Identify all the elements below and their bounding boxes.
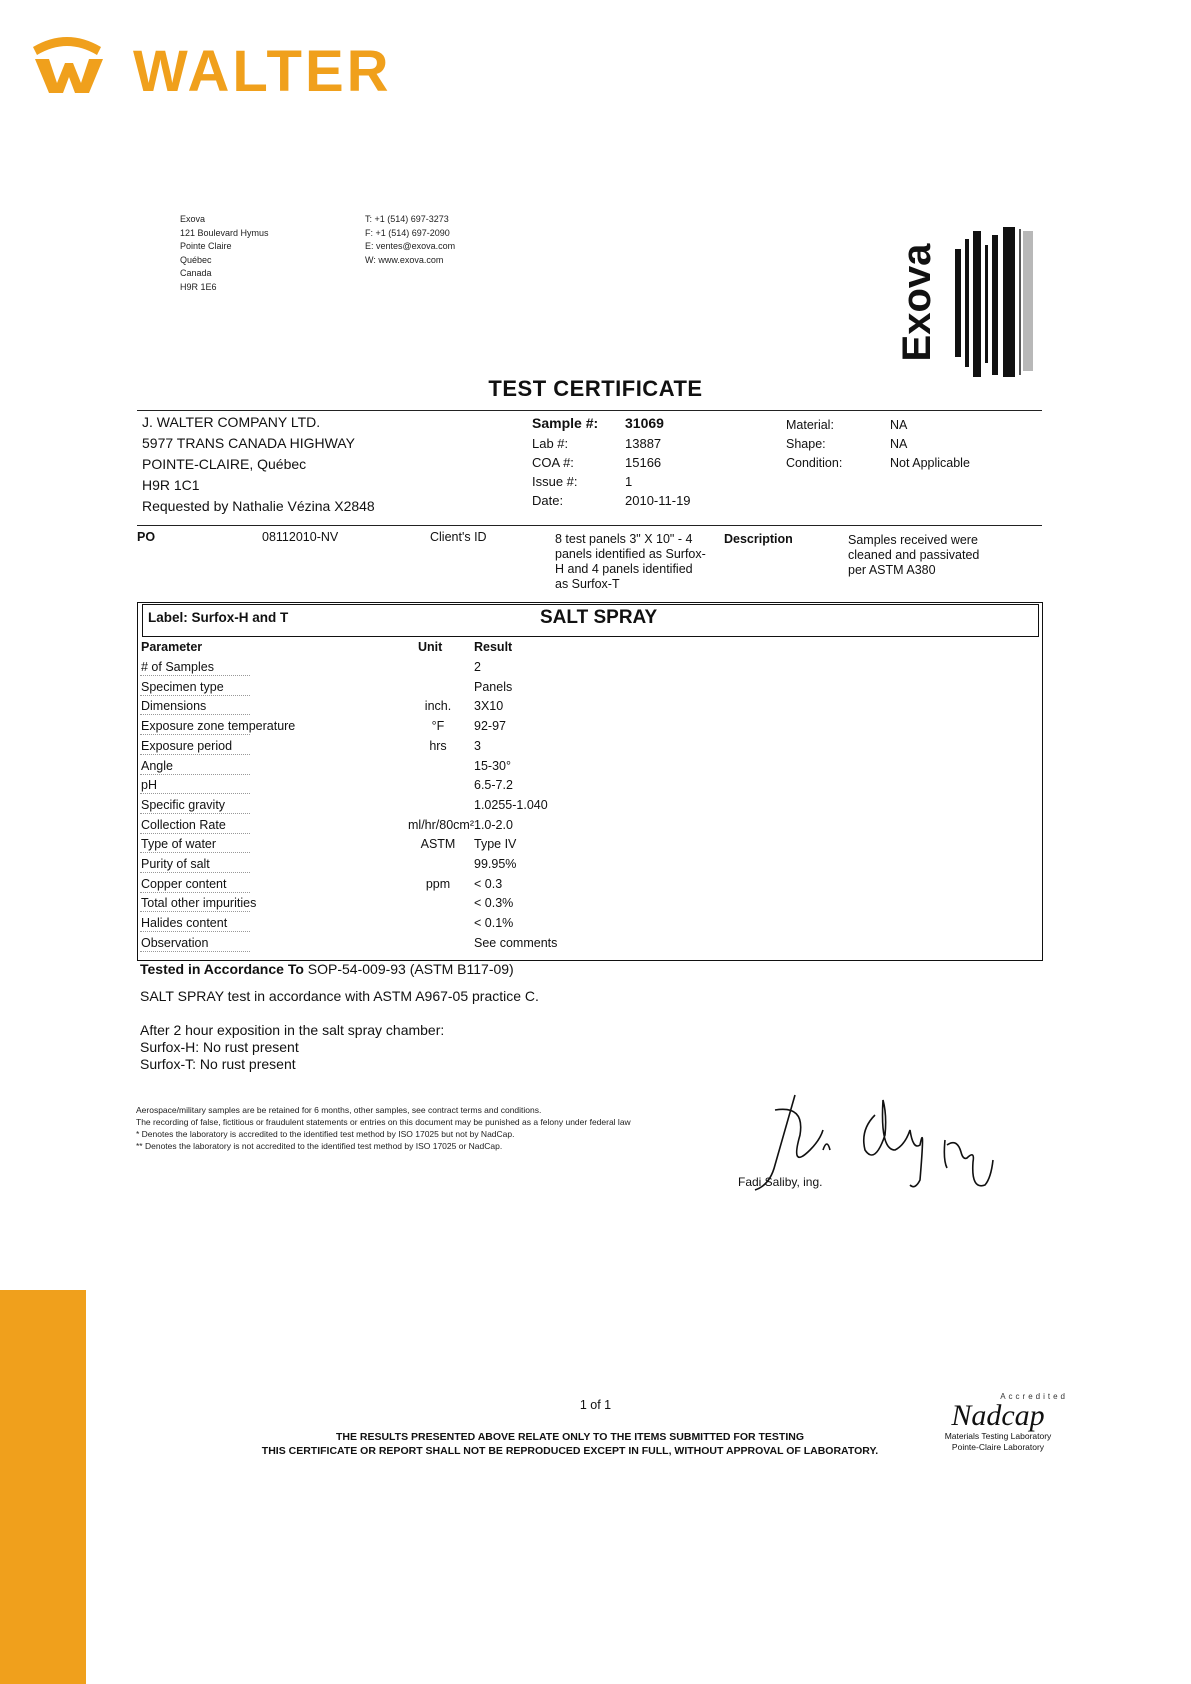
- table-row: [140, 894, 1045, 914]
- accordance-value: SOP-54-009-93 (ASTM B117-09): [307, 961, 514, 977]
- param-unit: ppm: [425, 876, 451, 891]
- lab-address-line: Exova: [180, 214, 206, 224]
- param-result: 6.5-7.2: [474, 778, 513, 793]
- param-name: Specimen type: [141, 679, 224, 694]
- client-name: J. WALTER COMPANY LTD.: [142, 414, 321, 430]
- walter-logo-mark: [27, 33, 107, 98]
- client-postal: H9R 1C1: [142, 477, 200, 493]
- param-result: 1.0-2.0: [474, 817, 513, 832]
- client-id-line: H and 4 panels identified: [555, 562, 693, 576]
- param-result: < 0.3%: [474, 896, 514, 911]
- param-result: 99.95%: [474, 857, 517, 871]
- table-row: [140, 757, 1045, 777]
- row-underline: [140, 911, 250, 912]
- column-header-result: Result: [474, 640, 513, 654]
- footer-statement: [210, 1430, 930, 1458]
- sample-number: 31069: [625, 415, 664, 431]
- lab-email: E: ventes@exova.com: [365, 241, 456, 251]
- param-name: Observation: [141, 935, 209, 950]
- row-underline: [140, 852, 250, 853]
- material-value: NA: [890, 418, 908, 432]
- walter-logo-text: WALTER: [133, 39, 392, 104]
- table-row: [140, 678, 1045, 698]
- row-underline: [140, 714, 250, 715]
- lab-address: [180, 213, 269, 294]
- client-id-value: [555, 532, 706, 592]
- disclaimer-line: Aerospace/military samples are be retained for 6 months, other samples, see contract terms and conditions.: [136, 1105, 542, 1115]
- shape-value: NA: [890, 437, 908, 451]
- param-result: 3: [474, 738, 481, 753]
- param-result: Type IV: [474, 837, 517, 852]
- shape-label: Shape:: [786, 437, 826, 451]
- client-street: 5977 TRANS CANADA HIGHWAY: [142, 435, 355, 451]
- sample-values: [625, 413, 691, 510]
- body-line: SALT SPRAY test in accordance with ASTM A967-05 practice C.: [140, 988, 539, 1004]
- lab-website: W: www.exova.com: [365, 254, 444, 265]
- requested-by: Requested by Nathalie Vézina X2848: [142, 498, 375, 514]
- column-header-unit: Unit: [418, 640, 443, 654]
- condition-label: Condition:: [786, 456, 843, 470]
- coa-label: COA #:: [532, 455, 574, 470]
- exova-logo-text: Exova: [895, 243, 939, 362]
- disclaimer-line: ** Denotes the laboratory is not accredited to the identified test method by ISO 17025 or NadCap.: [136, 1141, 503, 1151]
- row-underline: [140, 695, 250, 696]
- row-underline: [140, 734, 250, 735]
- exova-logo: [895, 235, 940, 370]
- sample-labels: [532, 413, 598, 510]
- accordance-line: [140, 961, 514, 977]
- client-id-line: as Surfox-T: [555, 577, 620, 591]
- divider: [137, 410, 1042, 411]
- client-city: POINTE-CLAIRE, Québec: [142, 456, 307, 472]
- row-underline: [140, 892, 250, 893]
- table-row: [140, 875, 1045, 895]
- param-name: Collection Rate: [141, 817, 226, 832]
- table-row: [140, 816, 1045, 836]
- param-name: Type of water: [141, 837, 217, 852]
- row-underline: [140, 793, 250, 794]
- description-line: cleaned and passivated: [848, 548, 980, 562]
- nadcap-logo: [928, 1392, 1068, 1453]
- date-value: 2010-11-19: [625, 493, 691, 508]
- param-name: Copper content: [141, 876, 227, 891]
- lab-number: 13887: [625, 436, 662, 451]
- param-unit: °F: [431, 719, 445, 734]
- client-block: [142, 412, 375, 517]
- po-label: PO: [137, 530, 156, 544]
- description-line: per ASTM A380: [848, 563, 936, 577]
- param-name: # of Samples: [141, 660, 214, 674]
- param-unit: ml/hr/80cm²: [408, 817, 474, 832]
- table-row: [140, 658, 1045, 678]
- row-underline: [140, 675, 250, 676]
- disclaimer-line: The recording of false, fictitious or fraudulent statements or entries on this document may be punished as a felony under federal law: [136, 1117, 631, 1127]
- footer-line: THE RESULTS PRESENTED ABOVE RELATE ONLY TO THE ITEMS SUBMITTED FOR TESTING: [335, 1431, 805, 1443]
- nadcap-accredited-text: Accredited: [1000, 1392, 1068, 1401]
- param-result: 3X10: [474, 699, 504, 714]
- row-underline: [140, 813, 250, 814]
- row-underline: [140, 754, 250, 755]
- row-underline: [140, 931, 250, 932]
- body-line: After 2 hour exposition in the salt spray chamber:: [140, 1022, 445, 1038]
- lab-phone: T: +1 (514) 697-3273: [365, 214, 449, 224]
- nadcap-sub: Materials Testing Laboratory: [944, 1431, 1052, 1441]
- table-row: [140, 835, 1045, 855]
- lab-address-line: Canada: [180, 268, 212, 278]
- date-label: Date:: [532, 493, 564, 508]
- row-underline: [140, 833, 250, 834]
- lab-address-line: Pointe Claire: [180, 241, 232, 251]
- table-row: [140, 934, 1045, 954]
- description-line: Samples received were: [848, 533, 978, 547]
- po-value: 08112010-NV: [262, 530, 339, 544]
- client-id-line: 8 test panels 3" X 10" - 4: [555, 532, 693, 546]
- lab-address-line: 121 Boulevard Hymus: [180, 227, 269, 238]
- row-underline: [140, 774, 250, 775]
- body-line: Surfox-T: No rust present: [140, 1056, 296, 1072]
- barcode: [955, 225, 1037, 382]
- material-values: [890, 416, 970, 473]
- nadcap-sub: Pointe-Claire Laboratory: [951, 1442, 1045, 1452]
- param-name: Angle: [141, 758, 173, 773]
- param-result: See comments: [474, 935, 558, 950]
- table-row: [140, 737, 1045, 757]
- lab-fax: F: +1 (514) 697-2090: [365, 227, 450, 238]
- condition-value: Not Applicable: [890, 456, 970, 470]
- param-unit: hrs: [429, 738, 447, 753]
- param-result: 2: [474, 660, 481, 674]
- param-name: Halides content: [141, 916, 228, 931]
- param-result: Panels: [474, 679, 513, 694]
- test-label: Label: Surfox-H and T: [148, 610, 289, 625]
- material-labels: [786, 416, 842, 473]
- issue-label: Issue #:: [532, 474, 578, 489]
- param-name: Specific gravity: [141, 797, 226, 812]
- param-result: 92-97: [474, 719, 506, 734]
- table-row: [140, 717, 1045, 737]
- nadcap-name: Nadcap: [951, 1399, 1045, 1432]
- param-header-row: [140, 638, 1045, 658]
- accordance-label: Tested in Accordance To: [140, 961, 304, 977]
- signatory-name: Fadi Saliby, ing.: [738, 1175, 823, 1189]
- issue-number: 1: [625, 474, 633, 489]
- client-id-label: Client's ID: [430, 530, 487, 544]
- orange-side-bar: [0, 1290, 86, 1684]
- lab-address-line: Québec: [180, 254, 212, 265]
- page-title: TEST CERTIFICATE: [488, 376, 703, 401]
- param-name: Dimensions: [141, 699, 207, 714]
- sample-label: Sample #:: [532, 415, 599, 431]
- page-number: 1 of 1: [579, 1398, 612, 1412]
- param-name: Total other impurities: [141, 896, 257, 911]
- row-underline: [140, 951, 250, 952]
- param-unit: ASTM: [420, 837, 456, 852]
- body-line: Surfox-H: No rust present: [140, 1039, 299, 1055]
- param-name: Exposure period: [141, 738, 233, 753]
- disclaimer-line: * Denotes the laboratory is accredited to the identified test method by ISO 17025 but not by NadCap.: [136, 1129, 515, 1139]
- material-label: Material:: [786, 418, 834, 432]
- param-name: pH: [141, 778, 157, 793]
- column-header-parameter: Parameter: [141, 640, 203, 654]
- footer-line: THIS CERTIFICATE OR REPORT SHALL NOT BE REPRODUCED EXCEPT IN FULL, WITHOUT APPROVAL OF LABORATORY.: [261, 1445, 879, 1457]
- disclaimers: [136, 1104, 736, 1152]
- param-name: Purity of salt: [141, 857, 210, 871]
- table-row: [140, 914, 1045, 934]
- client-id-line: panels identified as Surfox-: [555, 547, 706, 561]
- param-result: 1.0255-1.040: [474, 797, 548, 812]
- divider: [137, 525, 1042, 526]
- description-value: [848, 533, 979, 578]
- param-result: < 0.1%: [474, 916, 514, 931]
- table-row: [140, 776, 1045, 796]
- row-underline: [140, 872, 250, 873]
- lab-label: Lab #:: [532, 436, 569, 451]
- table-row: [140, 855, 1045, 875]
- param-name: Exposure zone temperature: [141, 719, 296, 734]
- table-row: [140, 697, 1045, 717]
- param-result: < 0.3: [474, 876, 503, 891]
- param-unit: inch.: [424, 699, 452, 714]
- coa-number: 15166: [625, 455, 662, 470]
- description-label: Description: [724, 532, 793, 546]
- param-result: 15-30°: [474, 758, 511, 773]
- lab-contacts: [365, 213, 455, 267]
- lab-address-line: H9R 1E6: [180, 281, 217, 292]
- table-row: [140, 796, 1045, 816]
- test-name: SALT SPRAY: [540, 607, 658, 628]
